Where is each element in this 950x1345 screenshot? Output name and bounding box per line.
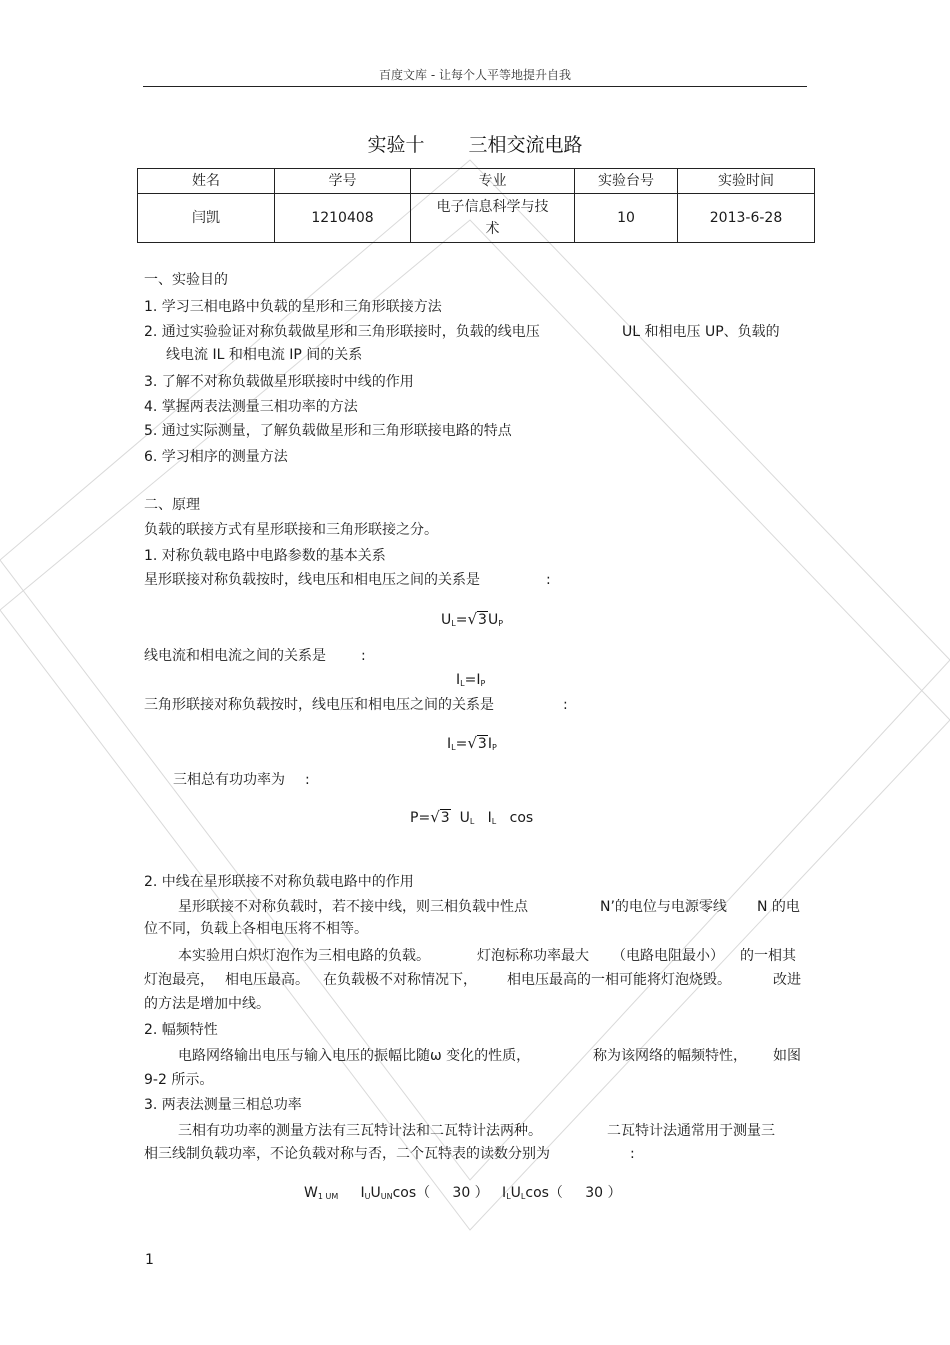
neutral-para-1c: N 的电 bbox=[757, 899, 800, 915]
f5-30b: 30 ） bbox=[585, 1185, 622, 1201]
f2-i2: I bbox=[476, 672, 481, 688]
f2-i: I bbox=[456, 672, 461, 688]
f1-rad: 3 bbox=[478, 612, 487, 628]
bulb-para-1b: 灯泡标称功率最大 bbox=[477, 948, 589, 964]
f3-sub-p: P bbox=[491, 743, 497, 752]
cell-major bbox=[411, 194, 575, 243]
f4-u: U bbox=[459, 810, 470, 826]
document-title bbox=[0, 130, 950, 157]
f3-rad: 3 bbox=[477, 736, 487, 752]
f4-i: I bbox=[487, 810, 492, 826]
objective-item-2-tail: UL 和相电压 UP、负载的 bbox=[622, 324, 780, 340]
title-part2: 三相交流电路 bbox=[468, 134, 583, 156]
subheading-4: 3. 两表法测量三相总功率 bbox=[144, 1097, 302, 1113]
f5-w: W bbox=[304, 1185, 318, 1201]
f5-sub-l1: L bbox=[506, 1192, 511, 1201]
objective-item-5: 5. 通过实际测量，了解负载做星形和三角形联接电路的特点 bbox=[144, 423, 512, 439]
neutral-para-1b: N’的电位与电源零线 bbox=[600, 899, 727, 915]
f5-30a: 30 ） bbox=[452, 1185, 489, 1201]
f1-sub-l: L bbox=[451, 619, 456, 628]
freq-para-1c: 如图 bbox=[773, 1048, 801, 1064]
page-number: 1 bbox=[145, 1252, 154, 1268]
title-part1: 实验十 bbox=[367, 134, 425, 156]
subheading-2: 2. 中线在星形联接不对称负载电路中的作用 bbox=[144, 874, 414, 890]
objective-item-2-line2: 线电流 IL 和相电流 IP 间的关系 bbox=[166, 347, 363, 363]
principle-intro: 负载的联接方式有星形联接和三角形联接之分。 bbox=[144, 522, 438, 538]
cell-bench: 10 bbox=[575, 194, 678, 243]
f5-sub-u: U bbox=[364, 1192, 371, 1201]
f1-u2: U bbox=[487, 612, 499, 628]
f5-u: U bbox=[370, 1185, 381, 1201]
cell-student-id: 1210408 bbox=[275, 194, 411, 243]
formula-line-current-delta bbox=[447, 734, 497, 752]
delta-voltage-colon: : bbox=[563, 697, 568, 713]
f3-i2: I bbox=[487, 736, 492, 752]
header-bench: 实验台号 bbox=[575, 169, 678, 194]
info-table-header-row bbox=[138, 169, 815, 194]
f4-rad: 3 bbox=[440, 810, 450, 826]
bulb-para-1a: 本实验用白炽灯泡作为三相电路的负载。 bbox=[178, 948, 430, 964]
f5-sub-l2: L bbox=[520, 1192, 526, 1201]
star-voltage-colon: : bbox=[546, 572, 551, 588]
f2-eq: = bbox=[464, 672, 477, 688]
header-student-id: 学号 bbox=[275, 169, 411, 194]
delta-voltage-text: 三角形联接对称负载按时，线电压和相电压之间的关系是 bbox=[144, 697, 494, 713]
f5-sub-1um: 1 UM bbox=[317, 1192, 339, 1201]
cell-major-line1: 电子信息科学与技 bbox=[436, 199, 549, 215]
header-name: 姓名 bbox=[138, 169, 275, 194]
sqrt-icon: √ bbox=[467, 734, 477, 752]
header-date: 实验时间 bbox=[678, 169, 815, 194]
cell-name: 闫凯 bbox=[138, 194, 275, 243]
f5-cos1: cos（ bbox=[392, 1185, 431, 1201]
section1-heading: 一、实验目的 bbox=[144, 272, 228, 288]
cell-date: 2013-6-28 bbox=[678, 194, 815, 243]
f5-cos2: cos（ bbox=[525, 1185, 563, 1201]
f3-eq: = bbox=[455, 736, 468, 752]
f5-i: I bbox=[360, 1185, 365, 1201]
star-current-text: 线电流和相电流之间的关系是 bbox=[144, 648, 326, 664]
neutral-para-2: 位不同，负载上各相电压将不相等。 bbox=[144, 921, 368, 937]
cell-major-line2: 术 bbox=[485, 221, 500, 237]
info-table bbox=[137, 168, 815, 243]
formula-total-power bbox=[410, 808, 533, 826]
sqrt-icon: √ bbox=[430, 808, 440, 826]
page-header: 百度文库 - 让每个人平等地提升自我 bbox=[379, 68, 571, 82]
objective-item-6: 6. 学习相序的测量方法 bbox=[144, 449, 288, 465]
bulb-para-2e: 改进 bbox=[773, 972, 801, 988]
subheading-3: 2. 幅频特性 bbox=[144, 1022, 218, 1038]
freq-para-1a: 电路网络输出电压与输入电压的振幅比随ω 变化的性质， bbox=[178, 1048, 531, 1064]
bulb-para-1d: 的一相其 bbox=[740, 948, 796, 964]
bulb-para-2d: 相电压最高的一相可能将灯泡烧毁。 bbox=[507, 972, 731, 988]
f1-sub-p: P bbox=[498, 619, 504, 628]
freq-para-2: 9-2 所示。 bbox=[144, 1072, 214, 1088]
f4-cos: cos bbox=[509, 810, 534, 826]
formula-two-wattmeter bbox=[304, 1182, 621, 1202]
header-divider bbox=[143, 86, 807, 87]
f5-sub-un: UN bbox=[380, 1192, 393, 1201]
wattmeter-para-1a: 三相有功功率的测量方法有三瓦特计法和二瓦特计法两种。 bbox=[178, 1123, 542, 1139]
f1-u: U bbox=[441, 612, 452, 628]
f2-sub-p: P bbox=[480, 679, 486, 688]
f3-sub-l: L bbox=[451, 743, 456, 752]
f5-ul: U bbox=[510, 1185, 521, 1201]
f4-sub-i: L bbox=[491, 817, 497, 826]
header-major: 专业 bbox=[411, 169, 575, 194]
f5-il: I bbox=[502, 1185, 507, 1201]
bulb-para-3: 的方法是增加中线。 bbox=[144, 996, 270, 1012]
objective-item-4: 4. 掌握两表法测量三相功率的方法 bbox=[144, 399, 358, 415]
star-current-colon: : bbox=[361, 648, 366, 664]
bulb-para-1c: （电路电阻最小） bbox=[612, 948, 724, 964]
objective-item-1: 1. 学习三相电路中负载的星形和三角形联接方法 bbox=[144, 299, 442, 315]
power-colon: : bbox=[305, 772, 310, 788]
f1-eq: = bbox=[455, 612, 468, 628]
subheading-1: 1. 对称负载电路中电路参数的基本关系 bbox=[144, 548, 386, 564]
section2-heading: 二、原理 bbox=[144, 497, 200, 513]
bulb-para-2a: 灯泡最亮， bbox=[144, 972, 214, 988]
f4-p: P= bbox=[410, 810, 431, 826]
objective-item-2: 2. 通过实验验证对称负载做星形和三角形联接时，负载的线电压 bbox=[144, 324, 540, 340]
star-voltage-text: 星形联接对称负载按时，线电压和相电压之间的关系是 bbox=[144, 572, 480, 588]
neutral-para-1a: 星形联接不对称负载时，若不接中线，则三相负载中性点 bbox=[178, 899, 528, 915]
formula-line-voltage-star bbox=[441, 610, 503, 628]
freq-para-1b: 称为该网络的幅频特性， bbox=[593, 1048, 747, 1064]
sqrt-icon: √ bbox=[467, 610, 478, 628]
bulb-para-2c: 在负载极不对称情况下， bbox=[323, 972, 477, 988]
wattmeter-para-1b: 二瓦特计法通常用于测量三 bbox=[607, 1123, 775, 1139]
f4-sub-u: L bbox=[469, 817, 475, 826]
wattmeter-para-2a: 相三线制负载功率，不论负载对称与否，二个瓦特表的读数分别为 bbox=[144, 1146, 550, 1162]
wattmeter-para-2-colon: : bbox=[630, 1146, 635, 1162]
bulb-para-2b: 相电压最高。 bbox=[225, 972, 309, 988]
f3-i: I bbox=[447, 736, 452, 752]
f2-sub-l: L bbox=[460, 679, 465, 688]
info-table-data-row bbox=[138, 194, 815, 243]
power-text: 三相总有功功率为 bbox=[173, 772, 285, 788]
formula-line-current-star bbox=[456, 672, 485, 688]
objective-item-3: 3. 了解不对称负载做星形联接时中线的作用 bbox=[144, 374, 414, 390]
